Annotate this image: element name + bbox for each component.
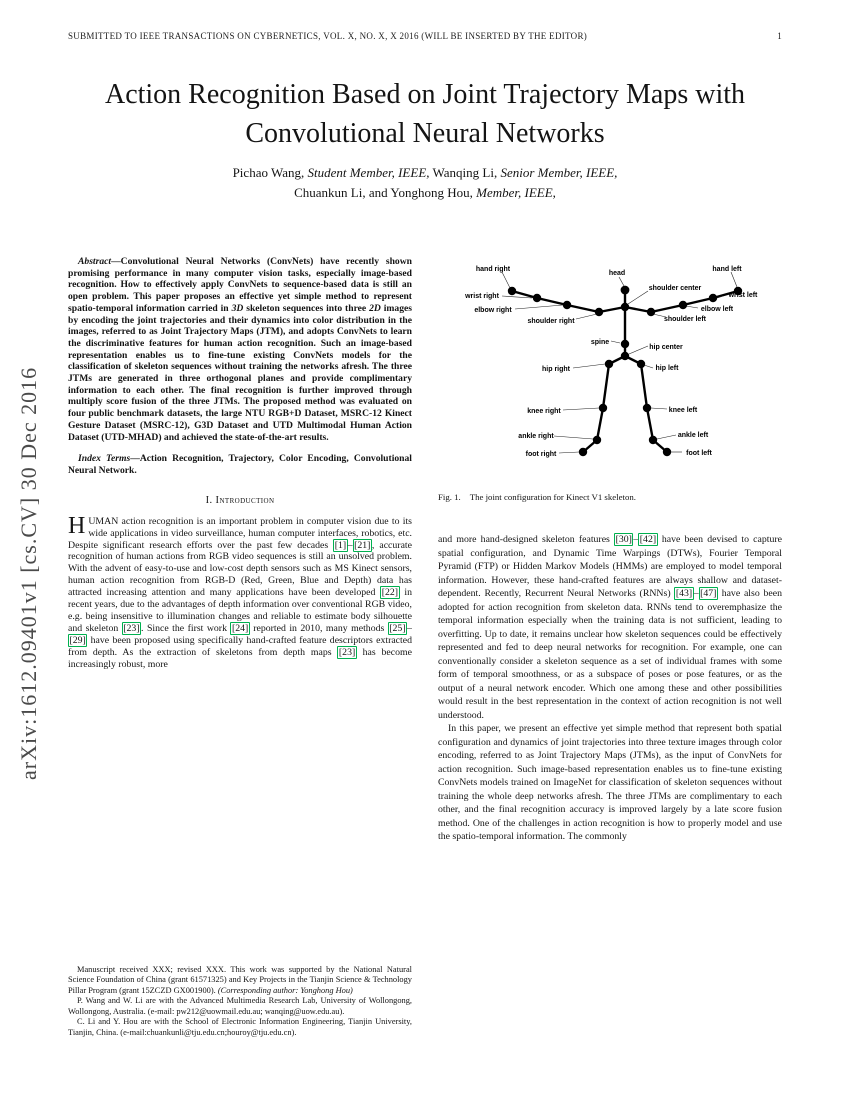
joint-label-head: head [608, 270, 626, 277]
citation-link[interactable]: [21] [354, 539, 371, 551]
intro-lead-word: UMAN [88, 515, 119, 527]
figure-caption [438, 492, 782, 503]
joint-label-shoulder-right: shoulder right [527, 318, 575, 325]
joint-label-hip-right: hip right [542, 366, 570, 373]
right-column [438, 256, 782, 1038]
author-line-1: Pichao Wang, Student Member, IEEE, Wanqing Li, Senior Member, IEEE, [232, 165, 618, 180]
joint-label-hip-center: hip center [649, 344, 683, 351]
citation-link[interactable]: [47] [700, 588, 717, 600]
joint-label-ankle-right: ankle right [518, 433, 554, 440]
citation-link[interactable]: [22] [381, 587, 399, 599]
figure-caption-text: The joint configuration for Kinect V1 skeleton. [469, 492, 636, 502]
author-block [105, 163, 745, 203]
joint-label-shoulder-center: shoulder center [648, 285, 702, 292]
footnotes [68, 959, 412, 1038]
citation-link[interactable]: [23] [338, 646, 356, 658]
intro-paragraph [68, 512, 412, 671]
joint-label-ankle-left: ankle left [677, 432, 709, 439]
drop-cap: H [68, 512, 86, 539]
running-header [68, 31, 782, 41]
kinect-skeleton-figure [455, 258, 765, 473]
joint-label-foot-right: foot right [525, 451, 557, 458]
figure-caption-tag: Fig. 1. [438, 492, 461, 502]
author-line-2: Chuankun Li, and Yonghong Hou, Member, IEEE, [294, 185, 556, 201]
citation-link[interactable]: [42] [639, 533, 657, 545]
joint-label-elbow-left: elbow left [700, 306, 734, 313]
abstract-paragraph: Abstract—Convolutional Neural Networks (ConvNets) have recently shown promising performance in many computer vision tasks, especially image-based recognition. How to effectively apply ConvNets to sequence-based data is still an open problem. This paper proposes an effective yet simple method to represent spatio-temporal information carried in 3D skeleton sequences into three 2D images by encoding the joint trajectories and their dynamics into color distribution in the images, referred to as Joint Trajectory Maps (JTM), and adopts ConvNets to learn the discriminative features for human action recognition. Such an image-based representation enables us to fine-tune existing ConvNets models for the classification of skeleton sequences without training the networks afresh. The three JTMs are generated in three orthogonal planes and provide complimentary information to each other. The final recognition is further improved through multiply score fusion of the three JTMs. The proposed method was evaluated on four public benchmark datasets, the large NTU RGB+D Dataset, MSRC-12 Kinect Gesture Dataset (MSRC-12), G3D Dataset and UTD Multimodal Human Action Dataset (UTD-MHAD) and achieved the state-of-the-art results. [68, 256, 412, 443]
joint-label-foot-left: foot left [686, 450, 712, 457]
joint-label-knee-right: knee right [527, 408, 561, 415]
citation-link[interactable]: [30] [615, 533, 632, 545]
citation-link[interactable]: [1] [334, 539, 347, 551]
joint-label-wrist-left: wrist left [728, 292, 758, 299]
joint-label-wrist-right: wrist right [465, 293, 499, 300]
intro-text: action recognition is an important problem in computer vision due to its wide applications in video surveillance, human computer interfaces, robotics, etc. Despite significant research efforts over the past few decades [1] – [21] , accurate recognition of human actions from RGB video sequences is still an unsolved problem. With the advent of easy-to-use and low-cost depth sensors such as MS Kinect sensors, human action recognition from RGB-D (Red, Green, Blue and Depth) data has attracted increasing attention and many applications have been developed [22] in recent years, due to the advantages of depth information over conventional RGB video, e.g. being insensitive to illumination changes and reliable to estimate body silhouette and skeleton [23] . Since the first work [24] reported in 2010, many methods [25] –[29] have been proposed using specifically hand-crafted feature descriptors extracted from depth. As the extraction of skeletons from depth maps [23] has become increasingly robust, more [68, 515, 412, 670]
joint-label-hip-left: hip left [655, 365, 679, 372]
footnote-manuscript: Manuscript received XXX; revised XXX. This work was supported by the National Natural Science Foundation of China (grant 61571325) and Key Projects in the Tianjin Science & Technology Pillar Program (grant 15ZCZD GX001900). (Corresponding author: Yonghong Hou) [68, 965, 412, 995]
section-heading-introduction: I. Introduction [205, 494, 275, 506]
footnote-affiliation-2: C. Li and Y. Hou are with the School of Electronic Information Engineering, Tianjin University, Tianjin, China. (e-mail:chuankunli@tju.edu.cn;houroy@tju.edu.cn). [68, 1017, 412, 1037]
joint-label-knee-left: knee left [668, 407, 698, 414]
joint-label-spine: spine [590, 339, 610, 346]
citation-link[interactable]: [23] [123, 623, 140, 635]
page-number: 1 [777, 31, 782, 41]
right-paragraph-1: and more hand-designed skeleton features [30] – [42] have been devised to capture spatial configuration, and Dynamic Time Warpings (DTWs), Fourier Temporal Pyramid (FTP) or Hidden Markov Models (HMMs) are employed to model temporal information. However, these hand-crafted features are always shallow and dataset-dependent. Recently, Recurrent Neural Networks (RNNs) [43] – [47] have also been adopted for action recognition from skeleton data. RNNs tend to overemphasize the temporal information especially when the training data is not sufficient, leading to overfitting. Up to date, it remains unclear how skeleton sequences could be effectively represented and fed to deep neural networks for recognition. For example, one can conventionally consider a skeleton sequence as a set of individual frames with some form of temporal smoothness, or as a subspace of poses or pose features, or as the output of a neural network encoder. Which one among these and other possibilities would result in the best representation in the context of action recognition is not well understood. [438, 533, 782, 721]
paper-title: Action Recognition Based on Joint Trajectory Maps with Convolutional Neural Networks [104, 79, 746, 149]
citation-link[interactable]: [24] [231, 623, 249, 635]
citation-link[interactable]: [29] [69, 635, 86, 647]
citation-link[interactable]: [25] [389, 623, 406, 635]
joint-label-hand-right: hand right [475, 266, 511, 273]
left-column [68, 256, 412, 1038]
joint-label-elbow-right: elbow right [474, 307, 512, 314]
joint-label-hand-left: hand left [712, 266, 742, 273]
joint-label-shoulder-left: shoulder left [663, 316, 707, 323]
right-paragraph-2: In this paper, we present an effective yet simple method that represent both spatial configuration and dynamics of joint trajectories into three texture images through color encoding, referred to as Joint Trajectory Maps (JTMs), as the input of ConvNets for action recognition. Such image-based representation enables us to fine-tune existing ConvNets models trained on ImageNet for classification of skeleton sequences without training the whole deep networks afresh. The three JTMs are complimentary to each other, and the final recognition accuracy is improved largely by a late score fusion method. One of the challenges in action recognition is how to properly model and use the spatio-temporal information. The commonly [438, 723, 782, 843]
arxiv-stamp: arXiv:1612.09401v1 [cs.CV] 30 Dec 2016 [16, 366, 41, 780]
footnote-affiliation-1: P. Wang and W. Li are with the Advanced Multimedia Research Lab, University of Wollongong, Wollongong, Australia. (e-mail: pw212@uowmail.edu.au; wanqing@uow.edu.au). [68, 996, 412, 1016]
two-column-body [68, 256, 782, 1038]
running-title: SUBMITTED TO IEEE TRANSACTIONS ON CYBERNETICS, VOL. X, NO. X, X 2016 (WILL BE INSERTED BY THE EDITOR) [68, 31, 588, 41]
figure-1 [438, 256, 782, 503]
index-terms-paragraph: Index Terms—Action Recognition, Trajectory, Color Encoding, Convolutional Neural Network. [68, 453, 412, 476]
citation-link[interactable]: [43] [675, 588, 693, 600]
